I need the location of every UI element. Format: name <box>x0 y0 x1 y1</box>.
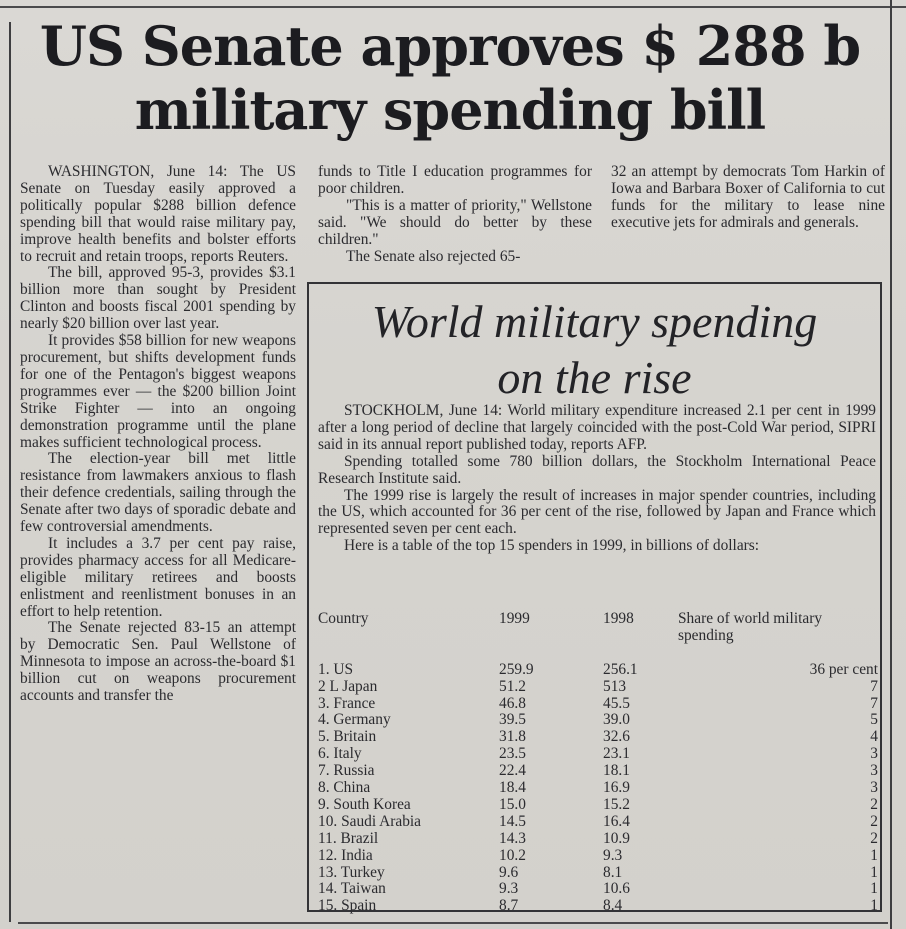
country-cell: 4. Germany <box>318 711 391 729</box>
spending-1998-cell: 8.4 <box>603 897 623 915</box>
table-body <box>318 662 878 916</box>
country-cell: 8. China <box>318 779 371 797</box>
spending-1999-cell: 10.2 <box>499 846 526 864</box>
spending-1998-cell: 23.1 <box>603 745 630 763</box>
country-cell: 1. US <box>318 660 354 678</box>
article-paragraph: "This is a matter of priority," Wellstone said. "We should do better by these children." <box>318 196 592 248</box>
sidebar-paragraph: STOCKHOLM, June 14: World military expenditure increased 2.1 per cent in 1999 after a long period of decline that largely coincided with the post-Cold War period, SIPRI said in its annual report published today, reports AFP. <box>318 402 876 453</box>
sidebar-paragraph: The 1999 rise is largely the result of increases in major spender countries, including the US, which accounted for 36 per cent of the rise, followed by Japan and France which represented seven per cent each. <box>318 486 876 538</box>
spending-1999-cell: 18.4 <box>499 779 526 797</box>
spending-1998-cell: 45.5 <box>603 694 630 712</box>
right-rule <box>890 0 892 929</box>
bottom-rule <box>18 922 888 924</box>
share-cell: 1 <box>870 897 878 915</box>
sidebar-text <box>318 403 876 555</box>
share-cell: 7 <box>870 677 878 695</box>
share-cell: 36 per cent <box>809 660 878 678</box>
table-row <box>318 898 878 915</box>
table-row <box>318 881 878 898</box>
table-row <box>318 696 878 713</box>
spending-1998-cell: 16.9 <box>603 779 630 797</box>
share-cell: 2 <box>870 829 878 847</box>
spending-1998-cell: 10.6 <box>603 880 630 898</box>
spending-1999-cell: 14.5 <box>499 812 526 830</box>
share-cell: 3 <box>870 762 878 780</box>
top-rule <box>0 6 906 8</box>
header-country: Country <box>318 610 369 627</box>
article-column-2 <box>318 164 592 265</box>
sidebar-paragraph: Here is a table of the top 15 spenders in 1999, in billions of dollars: <box>344 537 760 555</box>
header-1999: 1999 <box>499 610 530 627</box>
share-cell: 2 <box>870 812 878 830</box>
spending-1998-cell: 256.1 <box>603 660 638 678</box>
header-share: Share of world military spending <box>678 610 823 644</box>
country-cell: 10. Saudi Arabia <box>318 812 422 830</box>
country-cell: 13. Turkey <box>318 863 385 881</box>
spending-1999-cell: 9.3 <box>499 880 519 898</box>
table-row <box>318 848 878 865</box>
article-paragraph: 32 an attempt by democrats Tom Harkin of Iowa and Barbara Boxer of California to cut funds for the military to lease nine executive jets for admirals and generals. <box>611 163 885 231</box>
share-cell: 2 <box>870 795 878 813</box>
left-rule <box>9 22 11 922</box>
article-column-3 <box>611 164 885 232</box>
share-cell: 7 <box>870 694 878 712</box>
share-cell: 1 <box>870 880 878 898</box>
spending-1998-cell: 9.3 <box>603 846 623 864</box>
table-row <box>318 679 878 696</box>
country-cell: 2 L Japan <box>318 677 378 695</box>
table-row <box>318 797 878 814</box>
spending-1999-cell: 15.0 <box>499 795 526 813</box>
country-cell: 7. Russia <box>318 762 375 780</box>
headline-line-2: military spending bill <box>134 78 766 142</box>
table-row <box>318 865 878 882</box>
article-paragraph: The Senate rejected 83-15 an attempt by Democratic Sen. Paul Wellstone of Minnesota to impose an across-the-board $1 billion cut on weapons procurement accounts and transfer the <box>20 619 296 705</box>
country-cell: 6. Italy <box>318 745 362 763</box>
table-row <box>318 814 878 831</box>
spending-1999-cell: 31.8 <box>499 728 526 746</box>
share-cell: 4 <box>870 728 878 746</box>
sidebar-box <box>307 282 882 915</box>
headline <box>20 14 880 142</box>
spending-1998-cell: 8.1 <box>603 863 623 881</box>
spending-1999-cell: 23.5 <box>499 745 526 763</box>
table-row <box>318 831 878 848</box>
table-header-row <box>318 611 878 645</box>
article-paragraph: It includes a 3.7 per cent pay raise, provides pharmacy access for all Medicare-eligible military retirees and boosts enlistment and reenlistment bonuses in an effort to help retention. <box>20 534 296 620</box>
country-cell: 12. India <box>318 846 373 864</box>
share-cell: 3 <box>870 779 878 797</box>
spending-1998-cell: 16.4 <box>603 812 630 830</box>
country-cell: 11. Brazil <box>318 829 379 847</box>
spending-1998-cell: 513 <box>603 677 627 695</box>
sidebar-paragraph: Spending totalled some 780 billion dollars, the Stockholm International Peace Research Institute said. <box>318 452 876 487</box>
country-cell: 3. France <box>318 694 376 712</box>
article-paragraph: The Senate also rejected 65- <box>346 247 521 265</box>
table-row <box>318 712 878 729</box>
share-cell: 3 <box>870 745 878 763</box>
spending-1998-cell: 10.9 <box>603 829 630 847</box>
spending-1998-cell: 18.1 <box>603 762 630 780</box>
article-paragraph: WASHINGTON, June 14: The US Senate on Tuesday easily approved a politically popular $288 billion defence spending bill that would raise military pay, improve health benefits and bolster efforts to recruit and retain troops, reports Reuters. <box>20 163 296 265</box>
spending-1999-cell: 259.9 <box>499 660 534 678</box>
sidebar-title-line-1: World military spending <box>371 296 818 347</box>
spending-1999-cell: 8.7 <box>499 897 519 915</box>
share-cell: 1 <box>870 863 878 881</box>
spending-1999-cell: 14.3 <box>499 829 526 847</box>
spending-1999-cell: 51.2 <box>499 677 526 695</box>
share-cell: 5 <box>870 711 878 729</box>
table-row <box>318 662 878 679</box>
article-column-1 <box>20 164 296 705</box>
article-paragraph: funds to Title I education programmes for poor children. <box>318 163 592 197</box>
share-cell: 1 <box>870 846 878 864</box>
spending-table <box>318 611 878 915</box>
table-row <box>318 729 878 746</box>
headline-line-1: US Senate approves $ 288 b <box>39 14 861 78</box>
article-paragraph: It provides $58 billion for new weapons procurement, but shifts development funds for one of the Pentagon's biggest weapons programmes ever — the $200 billion Joint Strike Fighter — into an ongoing demonstration programme until the plane makes sufficient technological process. <box>20 332 296 451</box>
country-cell: 14. Taiwan <box>318 880 386 898</box>
spending-1998-cell: 39.0 <box>603 711 630 729</box>
sidebar-title <box>309 294 880 406</box>
spending-1999-cell: 9.6 <box>499 863 519 881</box>
header-1998: 1998 <box>603 610 634 627</box>
spending-1999-cell: 46.8 <box>499 694 526 712</box>
country-cell: 9. South Korea <box>318 795 411 813</box>
table-row <box>318 746 878 763</box>
article-paragraph: The bill, approved 95-3, provides $3.1 billion more than sought by President Clinton and boosts fiscal 2001 spending by nearly $20 billion over last year. <box>20 264 296 333</box>
table-row <box>318 763 878 780</box>
spending-1998-cell: 32.6 <box>603 728 630 746</box>
spending-1998-cell: 15.2 <box>603 795 630 813</box>
spending-1999-cell: 39.5 <box>499 711 526 729</box>
country-cell: 15. Spain <box>318 897 377 915</box>
article-paragraph: The election-year bill met little resistance from lawmakers anxious to flash their defence credentials, sailing through the Senate after two days of sporadic debate and few controversial amendments. <box>20 450 296 536</box>
country-cell: 5. Britain <box>318 728 377 746</box>
table-row <box>318 780 878 797</box>
spending-1999-cell: 22.4 <box>499 762 526 780</box>
sidebar-title-line-2: on the rise <box>497 352 692 403</box>
